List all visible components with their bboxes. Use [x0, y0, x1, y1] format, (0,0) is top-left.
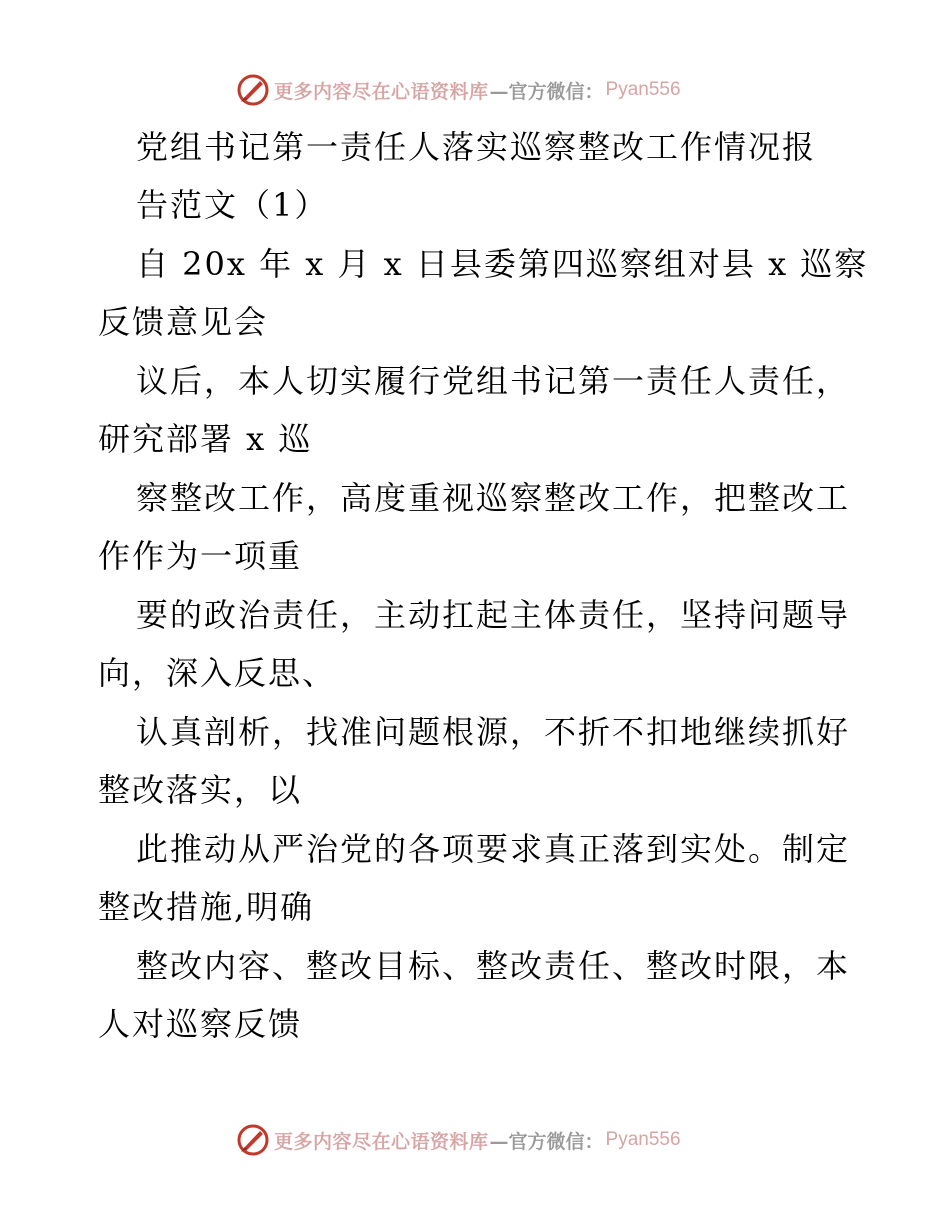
watermark-sub-text: —官方微信：	[489, 80, 604, 103]
header-watermark	[236, 72, 681, 108]
watermark-id-text: Pyan556	[605, 1129, 681, 1150]
brush-logo-icon	[236, 1123, 270, 1157]
paragraph-line: 研究部署 x 巡	[98, 420, 313, 458]
paragraph-line: 作作为一项重	[98, 537, 303, 575]
paragraph-line: 人对巡察反馈	[98, 1005, 303, 1043]
paragraph-line: 整改措施,明确	[98, 888, 315, 926]
paragraph-line: 要的政治责任，主动扛起主体责任，坚持问题导	[136, 596, 851, 634]
paragraph-line: 反馈意见会	[98, 303, 269, 341]
paragraph-line: 察整改工作，高度重视巡察整改工作，把整改工	[136, 479, 851, 517]
title-line-1: 党组书记第一责任人落实巡察整改工作情况报	[136, 128, 817, 166]
paragraph-line: 整改落实，以	[98, 771, 303, 809]
paragraph-line: 向，深入反思、	[98, 654, 337, 692]
footer-watermark	[236, 1122, 681, 1158]
watermark-main-text: 更多内容尽在心语资料库	[274, 80, 489, 103]
watermark-main-text: 更多内容尽在心语资料库	[274, 1130, 489, 1153]
paragraph-line: 整改内容、整改目标、整改责任、整改时限，本	[136, 947, 851, 985]
paragraph-line: 自 20x 年 x 月 x 日县委第四巡察组对县 x 巡察	[136, 245, 869, 283]
brush-logo-icon	[236, 73, 270, 107]
title-line-2: 告范文（1）	[136, 186, 329, 224]
paragraph-line: 此推动从严治党的各项要求真正落到实处。制定	[136, 830, 851, 868]
paragraph-line: 认真剖析，找准问题根源，不折不扣地继续抓好	[136, 713, 851, 751]
watermark-sub-text: —官方微信：	[489, 1130, 604, 1153]
paragraph-line: 议后，本人切实履行党组书记第一责任人责任，	[136, 362, 851, 400]
watermark-id-text: Pyan556	[605, 79, 681, 100]
